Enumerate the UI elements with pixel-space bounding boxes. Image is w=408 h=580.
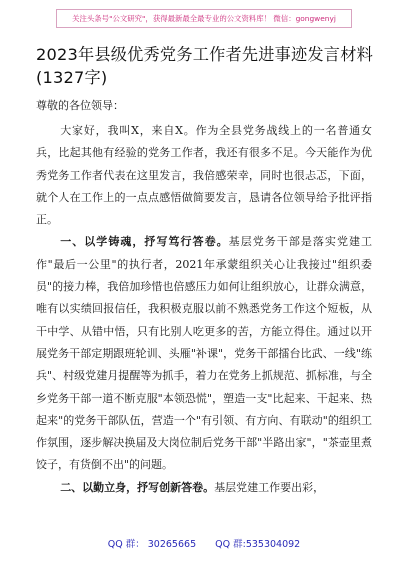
section-1-text: 基层党务干部是落实党建工作"最后一公里"的执行者，2021年承蒙组织关心让我接过"组织委员"的接力棒，我倍加珍惜也倍感压力如何让组织放心，让群众满意，唯有以实绩回报信任，我积极克服以前不熟悉党务工作这个短板，从干中学、从错中悟，只有比别人吃更多的苦，方能立得住。通过以开展党务干部定期跟班轮训、头雁"补课"，党务干部擂台比武、一线"练兵"、村级党建月提醒等为抓手，着力在党务上抓规范、抓标准，与全乡党务干部一道不断克服"本领恐慌"，塑造一支"比起来、干起来、热起来"的党务干部队伍，营造一个"有引领、有方向、有联动"的组织工作氛围，逐步解决换届及大岗位制后党务干部"半路出家"，"茶壶里煮饺子，有货倒不出"的问题。 [36,235,373,472]
paragraph-intro-text: 大家好，我叫X，来自X。作为全县党务战线上的一名普通女兵，比起其他有经验的党务工作者，我还有很多不足。今天能作为优秀党务工作者代表在这里发言，我倍感荣幸，同时也很忐忑，下面，就个人在工作上的一点点感悟做简要发言，恳请各位领导给予批评指正。 [36,124,372,227]
footer-contact [0,536,408,550]
paragraph-section-1 [36,231,372,476]
document-title: 2023年县级优秀党务工作者先进事迹发言材料(1327字) [36,45,373,87]
section-1-heading: 一、以学铸魂，抒写笃行答卷。 [60,235,229,249]
promo-banner [56,9,352,28]
promo-banner-text: 关注头条号"公文研究"，获得最新最全最专业的公文资料库！ 微信：gongwenyj [72,14,336,23]
footer-qq-group-1: QQ 群： 30265665 [107,539,197,550]
greeting: 尊敬的各位领导： [36,99,124,112]
footer-qq-group-2: QQ 群:535304092 [215,539,301,550]
document-body [36,118,372,499]
paragraph-intro [36,120,372,231]
section-2-text: 基层党建工作要出彩， [214,480,325,494]
section-2-heading: 二、以勤立身，抒写创新答卷。 [60,480,215,494]
paragraph-section-2 [36,477,372,499]
